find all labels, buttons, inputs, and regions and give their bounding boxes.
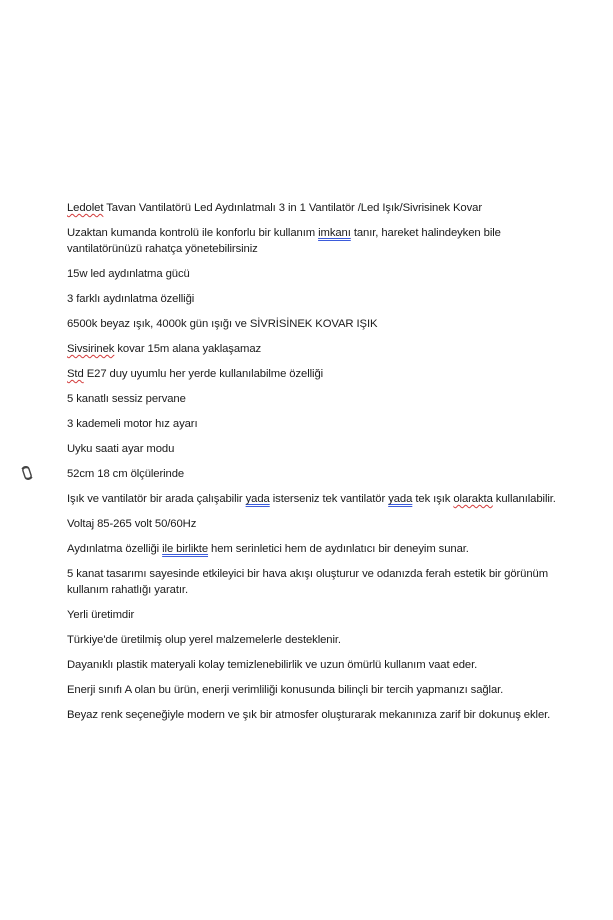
paragraph <box>67 416 557 432</box>
paragraph <box>67 682 557 698</box>
paragraph <box>67 657 557 673</box>
grammar-flag: yada <box>245 493 270 505</box>
spelling-flag: Ledolet <box>67 202 104 214</box>
text-run: 15w led aydınlatma gücü <box>67 268 190 280</box>
text-run: hem serinletici hem de aydınlatıcı bir deneyim sunar. <box>208 543 469 555</box>
grammar-flag: imkanı <box>318 227 351 239</box>
paragraph <box>67 341 557 357</box>
text-run: Işık ve vantilatör bir arada çalışabilir <box>67 493 246 505</box>
text-run: 52cm 18 cm ölçülerinde <box>67 468 185 480</box>
paragraph <box>67 632 557 648</box>
text-run: Enerji sınıfı A olan bu ürün, enerji verimliliği konusunda bilinçli bir tercih yapmanızı sağlar. <box>67 684 504 696</box>
spelling-flag: olarakta <box>453 493 493 505</box>
text-run: Aydınlatma özelliği <box>67 543 163 555</box>
text-run: Yerli üretimdir <box>67 609 135 621</box>
text-run: 5 kanat tasarımı sayesinde etkileyici bir hava akışı oluşturur ve odanızda ferah estetik bir görünüm kullanım rahatlığı yaratır. <box>67 568 549 596</box>
grammar-flag: ile birlikte <box>162 543 209 555</box>
paragraph <box>67 291 557 307</box>
text-run: Beyaz renk seçeneğiyle modern ve şık bir atmosfer oluşturarak mekanınıza zarif bir dokunuş ekler. <box>67 709 551 721</box>
paragraph <box>67 707 557 723</box>
copilot-icon[interactable] <box>19 466 35 480</box>
text-run: 6500k beyaz ışık, 4000k gün ışığı ve SİVRİSİNEK KOVAR IŞIK <box>67 318 378 330</box>
paragraph <box>67 566 557 598</box>
document-body <box>67 200 557 732</box>
paragraph <box>67 200 557 216</box>
spelling-flag: Sivsirinek <box>67 343 115 355</box>
text-run: tek ışık <box>412 493 454 505</box>
text-run: Voltaj 85-265 volt 50/60Hz <box>67 518 197 530</box>
paragraph <box>67 316 557 332</box>
text-run: Tavan Vantilatörü Led Aydınlatmalı 3 in 1 Vantilatör /Led Işık/Sivrisinek Kovar <box>103 202 482 214</box>
paragraph <box>67 441 557 457</box>
text-run: Uyku saati ayar modu <box>67 443 175 455</box>
grammar-flag: yada <box>388 493 413 505</box>
paragraph <box>67 225 557 257</box>
paragraph <box>67 541 557 557</box>
text-run: tanır, hareket halindeyken bile vantilatörünüzü rahatça yönetebilirsiniz <box>67 227 501 255</box>
text-run: Türkiye'de üretilmiş olup yerel malzemelerle desteklenir. <box>67 634 341 646</box>
spelling-flag: Std <box>67 368 84 380</box>
text-run: 3 kademeli motor hız ayarı <box>67 418 198 430</box>
paragraph <box>67 466 557 482</box>
paragraph <box>67 516 557 532</box>
paragraph <box>67 266 557 282</box>
text-run: 5 kanatlı sessiz pervane <box>67 393 186 405</box>
text-run: Dayanıklı plastik materyali kolay temizlenebilirlik ve uzun ömürlü kullanım vaat eder. <box>67 659 478 671</box>
text-run: isterseniz tek vantilatör <box>269 493 389 505</box>
text-run: Uzaktan kumanda kontrolü ile konforlu bir kullanım <box>67 227 319 239</box>
paragraph <box>67 391 557 407</box>
paragraph <box>67 366 557 382</box>
text-run: kullanılabilir. <box>492 493 556 505</box>
paragraph <box>67 607 557 623</box>
text-run: kovar 15m alana yaklaşamaz <box>114 343 262 355</box>
text-run: E27 duy uyumlu her yerde kullanılabilme özelliği <box>83 368 324 380</box>
text-run: 3 farklı aydınlatma özelliği <box>67 293 195 305</box>
paragraph <box>67 491 557 507</box>
